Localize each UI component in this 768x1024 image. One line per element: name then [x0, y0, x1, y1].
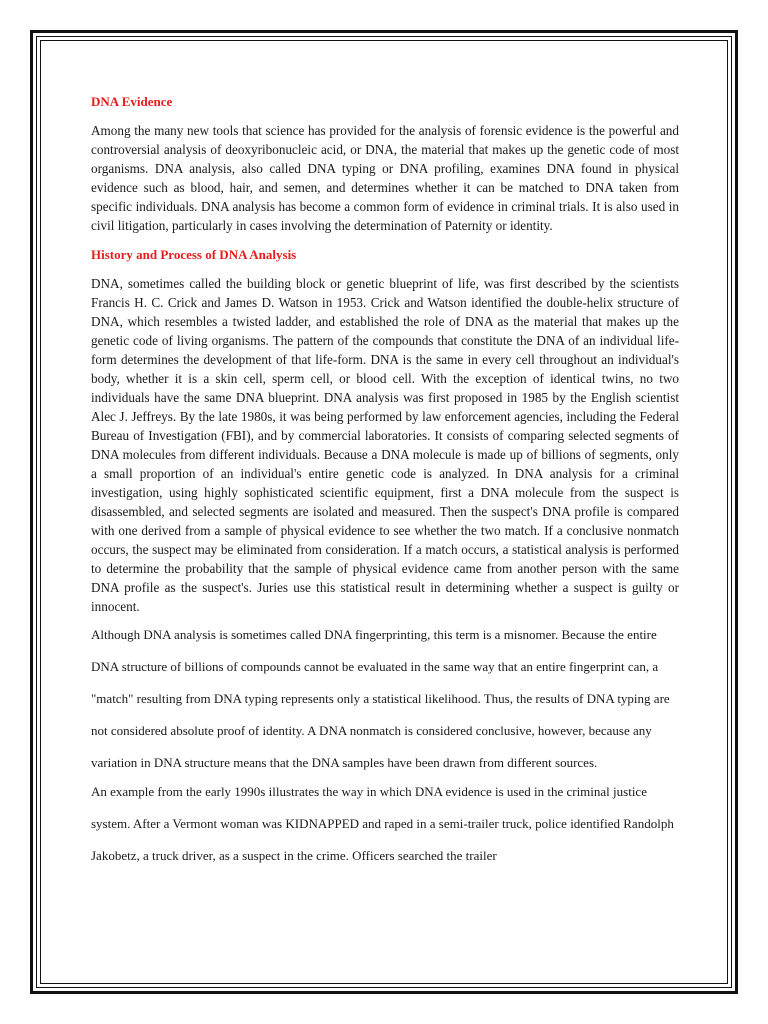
- section-heading-history: History and Process of DNA Analysis: [91, 247, 297, 262]
- paragraph-example: An example from the early 1990s illustrates the way in which DNA evidence is used in the criminal justice system. After a Vermont woman was KIDNAPPED and raped in a semi-trailer truck, police identified Randolph Jakobetz, a truck driver, as a suspect in the crime. Officers searched the trailer: [91, 784, 674, 863]
- paragraph-fingerprinting: Although DNA analysis is sometimes called DNA fingerprinting, this term is a misnomer. Because the entire DNA structure of billions of compounds cannot be evaluated in the same way that an entire fingerprint can, a "match" resulting from DNA typing represents only a statistical likelihood. Thus, the results of DNA typing are not considered absolute proof of identity. A DNA nonmatch is considered conclusive, however, because any variation in DNA structure means that the DNA samples have been drawn from different sources.: [91, 627, 670, 770]
- document-body: [91, 92, 679, 872]
- paragraph-intro: Among the many new tools that science has provided for the analysis of forensic evidence is the powerful and controversial analysis of deoxyribonucleic acid, or DNA, the material that makes up the genetic code of most organisms. DNA analysis, also called DNA typing or DNA profiling, examines DNA found in physical evidence such as blood, hair, and semen, and determines whether it can be matched to DNA taken from specific individuals. DNA analysis has become a common form of evidence in criminal trials. It is also used in civil litigation, particularly in cases involving the determination of Paternity or identity.: [91, 123, 679, 233]
- paragraph-history: DNA, sometimes called the building block or genetic blueprint of life, was first described by the scientists Francis H. C. Crick and James D. Watson in 1953. Crick and Watson identified the double-helix structure of DNA, which resembles a twisted ladder, and established the role of DNA as the material that makes up the genetic code of living organisms. The pattern of the compounds that constitute the DNA of an individual life-form determines the development of that life-form. DNA is the same in every cell throughout an individual's body, whether it is a skin cell, sperm cell, or blood cell. With the exception of identical twins, no two individuals have the same DNA blueprint. DNA analysis was first proposed in 1985 by the English scientist Alec J. Jeffreys. By the late 1980s, it was being performed by law enforcement agencies, including the Federal Bureau of Investigation (FBI), and by commercial laboratories. It consists of comparing selected segments of DNA molecules from different individuals. Because a DNA molecule is made up of billions of segments, only a small proportion of an individual's entire genetic code is analyzed. In DNA analysis for a criminal investigation, using highly sophisticated scientific equipment, first a DNA molecule from the suspect is disassembled, and selected segments are isolated and measured. Then the suspect's DNA profile is compared with one derived from a sample of physical evidence to see whether the two match. If a conclusive nonmatch occurs, the suspect may be eliminated from consideration. If a match occurs, a statistical analysis is performed to determine the probability that the sample of physical evidence came from another person with the same DNA profile as the suspect's. Juries use this statistical result in determining whether a suspect is guilty or innocent.: [91, 276, 679, 614]
- section-heading-dna-evidence: DNA Evidence: [91, 94, 173, 109]
